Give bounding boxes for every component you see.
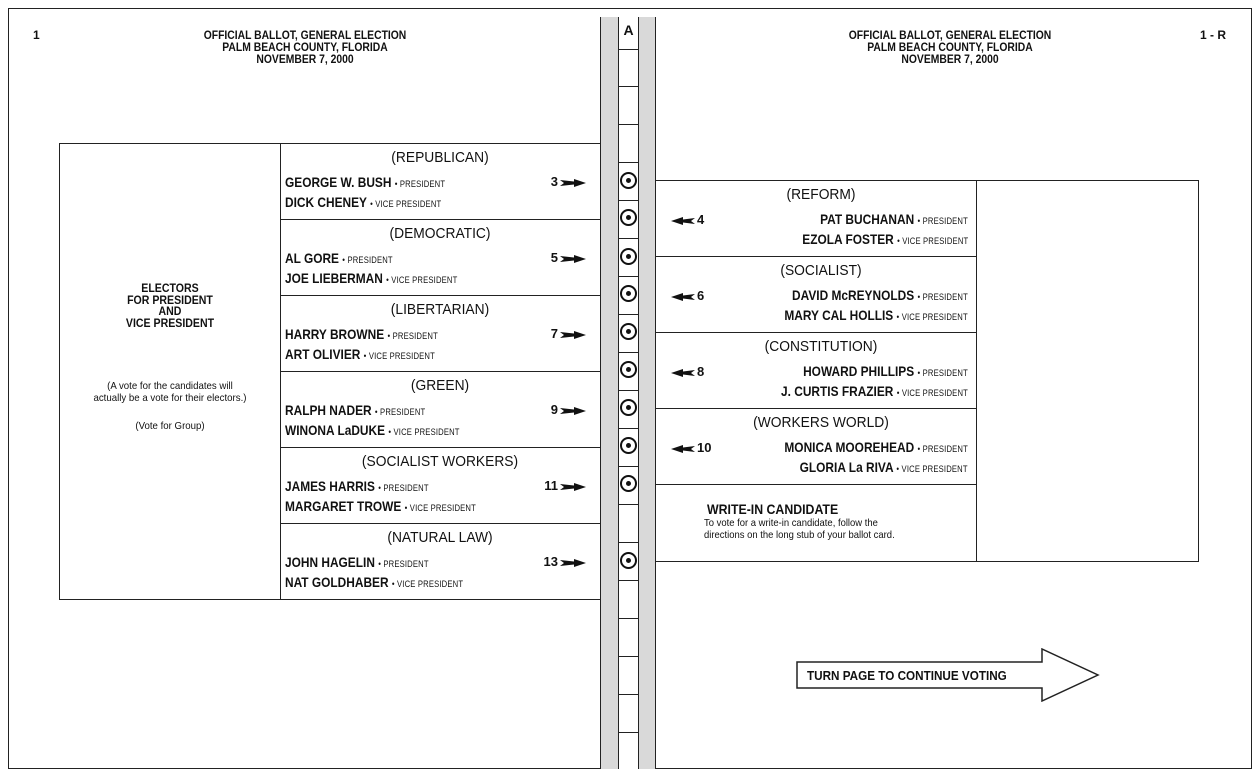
president-name xyxy=(285,554,429,570)
punch-slot-divider xyxy=(618,656,639,657)
vice-president-role-label: • VICE PRESIDENT xyxy=(896,312,968,322)
punch-slot-divider xyxy=(618,352,639,353)
candidate-number xyxy=(671,288,704,303)
punch-slot-divider xyxy=(618,466,639,467)
party-name: (DEMOCRATIC) xyxy=(389,225,491,242)
candidate-number xyxy=(544,478,586,493)
vice-president-name-text: NAT GOLDHABER xyxy=(285,574,389,590)
vice-president-name-text: MARGARET TROWE xyxy=(285,498,402,514)
punch-slot-divider xyxy=(618,200,639,201)
president-role-label: • PRESIDENT xyxy=(378,559,429,569)
punch-hole-icon[interactable] xyxy=(620,285,637,302)
candidate-block xyxy=(656,333,976,409)
vice-president-role-label: • VICE PRESIDENT xyxy=(896,388,968,398)
arrow-right-icon xyxy=(560,330,586,340)
punch-hole-icon[interactable] xyxy=(620,475,637,492)
candidate-block xyxy=(656,409,976,485)
office-title-line-3: AND xyxy=(158,306,182,318)
vice-president-name xyxy=(285,346,435,362)
office-title-line-1: ELECTORS xyxy=(141,283,199,295)
vice-president-name-text: DICK CHENEY xyxy=(285,194,367,210)
right-header xyxy=(824,30,1076,66)
punch-slot-divider xyxy=(618,732,639,733)
punch-slot-divider xyxy=(618,542,639,543)
candidate-block xyxy=(280,296,600,372)
president-name xyxy=(285,250,393,266)
vice-president-role-label: • VICE PRESIDENT xyxy=(363,351,435,361)
write-in-text xyxy=(704,518,956,541)
candidate-number xyxy=(671,364,704,379)
turn-page-text: TURN PAGE TO CONTINUE VOTING xyxy=(807,668,1007,683)
punch-slot-divider xyxy=(618,390,639,391)
left-header-line-3: NOVEMBER 7, 2000 xyxy=(256,54,354,66)
punch-hole-icon[interactable] xyxy=(620,323,637,340)
punch-slot-divider xyxy=(618,314,639,315)
arrow-left-icon xyxy=(671,444,695,454)
punch-slot-divider xyxy=(618,618,639,619)
arrow-right-icon xyxy=(560,178,586,188)
candidate-number xyxy=(551,326,586,341)
vice-president-role-label: • VICE PRESIDENT xyxy=(388,427,460,437)
vice-president-name xyxy=(285,498,476,514)
vice-president-name xyxy=(802,231,968,247)
arrow-right-icon xyxy=(560,406,586,416)
president-name xyxy=(285,402,425,418)
candidate-number-text: 11 xyxy=(544,478,558,493)
vice-president-name xyxy=(785,307,968,323)
punch-hole-icon[interactable] xyxy=(620,361,637,378)
president-name-text: JOHN HAGELIN xyxy=(285,554,375,570)
right-page-number: 1 - R xyxy=(1200,28,1227,42)
punch-hole-icon[interactable] xyxy=(620,248,637,265)
office-note-line-1: (A vote for the candidates will xyxy=(107,380,233,392)
candidate-number xyxy=(671,440,711,455)
punch-hole-icon[interactable] xyxy=(620,399,637,416)
president-role-label: • PRESIDENT xyxy=(917,444,968,454)
punch-hole-icon[interactable] xyxy=(620,552,637,569)
candidate-number-text: 9 xyxy=(550,402,558,417)
president-role-label: • PRESIDENT xyxy=(374,407,426,417)
president-name-text: DAVID McREYNOLDS xyxy=(792,287,915,303)
president-name xyxy=(792,287,968,303)
right-candidate-box xyxy=(656,180,1199,562)
left-header xyxy=(184,30,427,66)
left-header-line-2: PALM BEACH COUNTY, FLORIDA xyxy=(222,42,388,54)
office-title-line-2: FOR PRESIDENT xyxy=(127,294,213,307)
right-box-divider xyxy=(976,181,977,561)
write-in-line-2: directions on the long stub of your ballot card. xyxy=(704,528,895,541)
office-title xyxy=(69,284,271,330)
punch-slot-divider xyxy=(618,162,639,163)
president-name xyxy=(285,174,445,190)
party-name: (REPUBLICAN) xyxy=(391,149,489,166)
vice-president-role-label: • VICE PRESIDENT xyxy=(391,579,464,589)
vice-president-name xyxy=(800,459,968,475)
punch-slot-divider xyxy=(618,580,639,581)
left-candidate-column xyxy=(280,143,600,600)
punch-hole-icon[interactable] xyxy=(620,209,637,226)
vice-president-role-label: • VICE PRESIDENT xyxy=(404,503,476,513)
president-role-label: • PRESIDENT xyxy=(917,368,968,378)
president-name-text: AL GORE xyxy=(285,250,340,266)
office-note-line-2: actually be a vote for their electors.) xyxy=(93,392,247,404)
president-name-text: RALPH NADER xyxy=(285,402,372,418)
party-name: (GREEN) xyxy=(410,377,470,394)
vice-president-role-label: • VICE PRESIDENT xyxy=(896,236,968,246)
candidate-block xyxy=(280,448,600,524)
vice-president-role-label: • VICE PRESIDENT xyxy=(370,199,442,209)
punch-slot-divider xyxy=(618,49,639,50)
candidate-number xyxy=(544,554,586,569)
president-name-text: HARRY BROWNE xyxy=(285,326,385,342)
candidate-block xyxy=(656,181,976,257)
punch-slot-divider xyxy=(618,694,639,695)
president-role-label: • PRESIDENT xyxy=(917,292,968,302)
party-name: (SOCIALIST) xyxy=(780,262,862,279)
candidate-number-text: 13 xyxy=(543,554,558,569)
arrow-left-icon xyxy=(671,216,695,226)
write-in-line-1: To vote for a write-in candidate, follow the xyxy=(704,517,878,529)
vice-president-name xyxy=(781,383,968,399)
vice-president-name-text: GLORIA La RIVA xyxy=(799,459,894,475)
left-header-line-1: OFFICIAL BALLOT, GENERAL ELECTION xyxy=(203,30,407,42)
candidate-number-text: 10 xyxy=(697,440,712,455)
office-title-line-4: VICE PRESIDENT xyxy=(125,317,215,330)
column-letter: A xyxy=(623,22,634,38)
elector-office-box xyxy=(59,143,281,600)
president-role-label: • PRESIDENT xyxy=(394,179,446,189)
party-name: (REFORM) xyxy=(786,186,856,203)
president-name xyxy=(285,478,429,494)
vote-instruction: (Vote for Group) xyxy=(135,420,205,432)
left-page-number: 1 xyxy=(33,28,40,42)
president-name-text: GEORGE W. BUSH xyxy=(285,174,392,190)
arrow-right-icon xyxy=(560,254,586,264)
punch-slot-divider xyxy=(618,428,639,429)
president-name xyxy=(285,326,438,342)
punch-slot-divider xyxy=(618,276,639,277)
right-header-line-3: NOVEMBER 7, 2000 xyxy=(901,54,999,66)
write-in-title: WRITE-IN CANDIDATE xyxy=(707,501,839,517)
vice-president-name-text: MARY CAL HOLLIS xyxy=(784,307,894,323)
punch-hole-icon[interactable] xyxy=(620,437,637,454)
candidate-number-text: 8 xyxy=(697,364,705,379)
arrow-left-icon xyxy=(671,368,695,378)
right-header-line-2: PALM BEACH COUNTY, FLORIDA xyxy=(867,42,1033,54)
right-header-line-1: OFFICIAL BALLOT, GENERAL ELECTION xyxy=(848,30,1052,42)
write-in-block xyxy=(656,485,976,561)
president-role-label: • PRESIDENT xyxy=(378,483,429,493)
vice-president-role-label: • VICE PRESIDENT xyxy=(896,464,968,474)
candidate-number-text: 7 xyxy=(550,326,558,341)
president-role-label: • PRESIDENT xyxy=(342,255,393,265)
candidate-block xyxy=(280,372,600,448)
party-name: (LIBERTARIAN) xyxy=(390,301,490,318)
vice-president-name-text: EZOLA FOSTER xyxy=(801,231,894,247)
vice-president-role-label: • VICE PRESIDENT xyxy=(386,275,458,285)
candidate-number-text: 6 xyxy=(697,288,705,303)
punch-slot-divider xyxy=(618,86,639,87)
arrow-right-icon xyxy=(560,558,586,568)
candidate-block xyxy=(280,524,600,600)
party-name: (NATURAL LAW) xyxy=(387,529,493,546)
vice-president-name-text: ART OLIVIER xyxy=(285,346,361,362)
punch-hole-icon[interactable] xyxy=(620,172,637,189)
candidate-number xyxy=(551,402,586,417)
candidate-number-text: 5 xyxy=(550,250,558,265)
candidate-block xyxy=(656,257,976,333)
vice-president-name-text: J. CURTIS FRAZIER xyxy=(781,383,894,399)
candidate-number xyxy=(551,174,586,189)
president-name xyxy=(784,439,968,455)
vice-president-name-text: JOE LIEBERMAN xyxy=(285,270,383,286)
president-name xyxy=(803,363,968,379)
vice-president-name xyxy=(285,422,460,438)
candidate-block xyxy=(280,144,600,220)
party-name: (CONSTITUTION) xyxy=(764,338,878,355)
vice-president-name xyxy=(285,574,463,590)
president-role-label: • PRESIDENT xyxy=(917,216,968,226)
candidate-number-text: 3 xyxy=(550,174,558,189)
arrow-right-icon xyxy=(560,482,586,492)
punch-slot-divider xyxy=(618,124,639,125)
vice-president-name-text: WINONA LaDUKE xyxy=(285,422,386,438)
candidate-number xyxy=(671,212,704,227)
punch-slot-divider xyxy=(618,238,639,239)
candidate-block xyxy=(280,220,600,296)
president-name-text: MONICA MOOREHEAD xyxy=(784,439,915,455)
president-name xyxy=(820,211,968,227)
candidate-number-text: 4 xyxy=(697,212,705,227)
president-name-text: PAT BUCHANAN xyxy=(820,211,915,227)
vice-president-name xyxy=(285,270,457,286)
punch-slot-divider xyxy=(618,504,639,505)
president-role-label: • PRESIDENT xyxy=(387,331,438,341)
party-name: (SOCIALIST WORKERS) xyxy=(361,453,519,470)
office-note xyxy=(69,380,271,404)
president-name-text: JAMES HARRIS xyxy=(285,478,375,494)
president-name-text: HOWARD PHILLIPS xyxy=(803,363,915,379)
candidate-number xyxy=(551,250,586,265)
arrow-left-icon xyxy=(671,292,695,302)
party-name: (WORKERS WORLD) xyxy=(753,414,889,431)
vice-president-name xyxy=(285,194,441,210)
